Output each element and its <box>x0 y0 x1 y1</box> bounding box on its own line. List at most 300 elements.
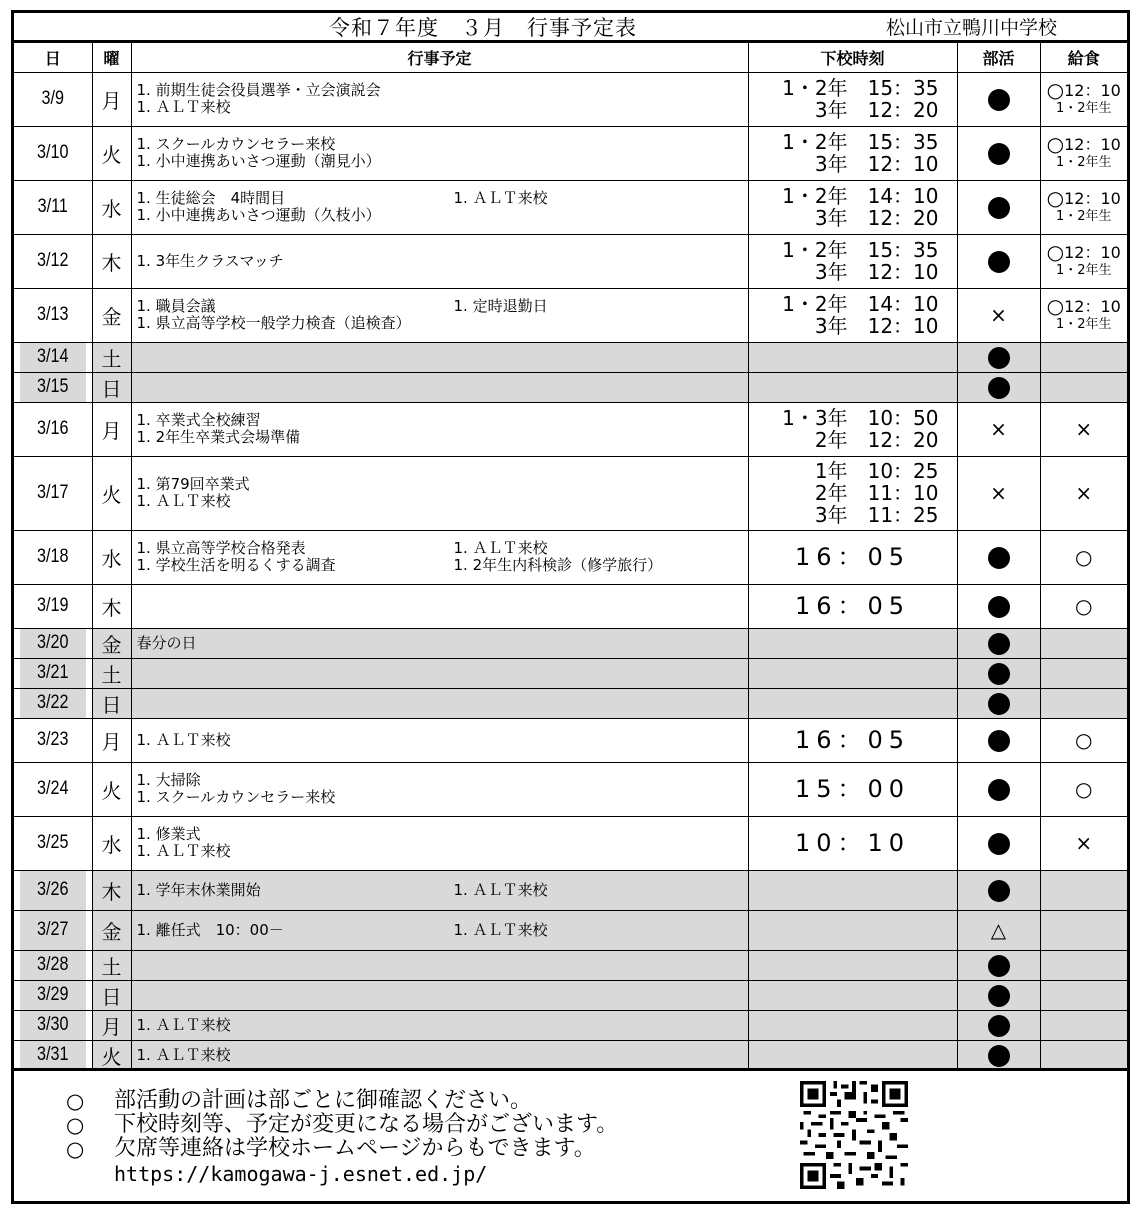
events-cell <box>131 234 748 288</box>
lunch-time-line <box>1041 77 1128 102</box>
event-line <box>137 429 748 446</box>
dismissal-time-cell <box>748 950 957 980</box>
lunch-cell <box>1040 456 1127 530</box>
filled-circle-icon <box>988 251 1010 273</box>
club-activity-cell <box>957 950 1040 980</box>
event-line <box>137 922 748 939</box>
events-cell <box>131 342 748 372</box>
dismissal-time-cell <box>748 402 957 456</box>
events-cell <box>131 910 748 950</box>
dismissal-time-cell <box>748 658 957 688</box>
dismissal-time-cell <box>748 530 957 584</box>
events-cell <box>131 1010 748 1040</box>
event-line <box>137 826 748 843</box>
dismissal-time-cell <box>748 126 957 180</box>
events-cell <box>131 718 748 762</box>
filled-circle-icon <box>988 1015 1010 1037</box>
event-line <box>137 1047 748 1064</box>
table-row <box>14 628 1127 658</box>
open-circle-icon: ○ <box>1046 185 1065 210</box>
table-row <box>14 1010 1127 1040</box>
lunch-cell <box>1040 584 1127 628</box>
events-cell <box>131 288 748 342</box>
lunch-time-line <box>1041 293 1128 318</box>
lunch-cell <box>1040 180 1127 234</box>
lunch-time: 12：10 <box>1064 134 1121 154</box>
dismissal-time: 3年 12：20 <box>814 98 939 122</box>
events-cell <box>131 950 748 980</box>
footer-notes <box>14 1068 1127 1201</box>
dismissal-time: 1・3年 10：50 <box>782 406 939 430</box>
note-item <box>66 1137 618 1161</box>
open-circle-icon: ○ <box>1046 239 1065 264</box>
event-item: 1. 離任式 10：00－ <box>136 920 284 939</box>
event-item: 1. 職員会議 <box>136 297 216 315</box>
table-row <box>14 372 1127 402</box>
table-row <box>14 234 1127 288</box>
filled-circle-icon <box>988 955 1010 977</box>
event-line <box>137 557 748 574</box>
dismissal-time-cell <box>748 980 957 1010</box>
cross-mark-icon: × <box>990 416 1007 441</box>
lunch-grade: 1・2年生 <box>1055 262 1112 278</box>
weekday-cell: 月 <box>92 72 131 126</box>
filled-circle-icon <box>988 596 1010 618</box>
filled-circle-icon <box>988 730 1010 752</box>
lunch-cell <box>1040 1010 1127 1040</box>
club-activity-cell <box>957 870 1040 910</box>
event-item: 1. 第79回卒業式 <box>136 475 250 493</box>
cross-mark-icon: × <box>1075 831 1093 855</box>
cross-mark-icon: × <box>990 480 1007 505</box>
dismissal-time-cell <box>748 762 957 816</box>
schedule-sheet <box>11 10 1130 1204</box>
weekday-cell: 火 <box>92 126 131 180</box>
events-cell <box>131 870 748 910</box>
filled-circle-icon <box>988 377 1010 399</box>
dismissal-time: 1年 10：25 <box>814 459 939 483</box>
dismissal-time: 16：05 <box>794 726 911 754</box>
event-line <box>137 412 748 429</box>
club-activity-cell <box>957 658 1040 688</box>
table-row <box>14 288 1127 342</box>
club-activity-cell <box>957 234 1040 288</box>
dismissal-time: 1・2年 15：35 <box>782 76 939 100</box>
event-line <box>137 882 748 899</box>
filled-circle-icon <box>988 89 1010 111</box>
dismissal-time: 3年 12：10 <box>814 314 939 338</box>
dismissal-time-cell <box>748 870 957 910</box>
event-line <box>137 732 748 749</box>
lunch-cell <box>1040 342 1127 372</box>
note-text: 欠席等連絡は学校ホームページからもできます。 <box>114 1136 596 1161</box>
club-activity-cell <box>957 372 1040 402</box>
weekday-cell: 水 <box>92 180 131 234</box>
lunch-grade: 1・2年生 <box>1055 154 1112 170</box>
dismissal-time: 15：00 <box>794 775 911 803</box>
weekday-cell: 土 <box>92 342 131 372</box>
table-row <box>14 402 1127 456</box>
events-cell <box>131 628 748 658</box>
events-cell <box>131 584 748 628</box>
column-header-date: 日 <box>14 43 92 72</box>
column-header-events: 行事予定 <box>131 43 748 72</box>
note-text: 部活動の計画は部ごとに御確認ください。 <box>114 1088 533 1113</box>
events-cell <box>131 402 748 456</box>
circle-bullet-icon: ○ <box>66 1113 85 1137</box>
dismissal-time: 1・2年 15：35 <box>782 130 939 154</box>
lunch-cell <box>1040 870 1127 910</box>
dismissal-time: 16：05 <box>794 592 911 620</box>
lunch-cell <box>1040 950 1127 980</box>
date-cell: 3/24 <box>20 762 86 816</box>
triangle-icon: △ <box>990 917 1007 942</box>
event-line <box>137 476 748 493</box>
filled-circle-icon <box>988 547 1010 569</box>
event-line <box>137 789 748 806</box>
lunch-cell <box>1040 530 1127 584</box>
table-row <box>14 126 1127 180</box>
table-row <box>14 718 1127 762</box>
dismissal-time-cell <box>748 816 957 870</box>
event-item: 1. 小中連携あいさつ運動（久枝小） <box>136 206 381 224</box>
filled-circle-icon <box>988 1045 1010 1067</box>
date-cell: 3/14 <box>20 342 86 372</box>
table-row <box>14 688 1127 718</box>
open-circle-icon: ○ <box>1046 131 1065 156</box>
events-cell <box>131 688 748 718</box>
events-cell <box>131 126 748 180</box>
table-row <box>14 1040 1127 1070</box>
lunch-time: 12：10 <box>1064 296 1121 316</box>
open-circle-icon: ○ <box>1075 545 1093 569</box>
event-item: 1. 2年生卒業式会場準備 <box>136 428 301 446</box>
club-activity-cell <box>957 342 1040 372</box>
note-item <box>66 1113 618 1137</box>
event-item: 1. スクールカウンセラー来校 <box>136 135 336 153</box>
lunch-time: 12：10 <box>1064 80 1121 100</box>
lunch-cell <box>1040 1040 1127 1070</box>
filled-circle-icon <box>988 143 1010 165</box>
lunch-cell <box>1040 288 1127 342</box>
lunch-cell <box>1040 658 1127 688</box>
lunch-cell <box>1040 72 1127 126</box>
event-line <box>137 190 748 207</box>
club-activity-cell <box>957 288 1040 342</box>
lunch-cell <box>1040 372 1127 402</box>
lunch-grade: 1・2年生 <box>1055 316 1112 332</box>
club-activity-cell <box>957 688 1040 718</box>
column-header-dow: 曜 <box>92 43 131 72</box>
events-cell <box>131 180 748 234</box>
club-activity-cell <box>957 718 1040 762</box>
event-item: 1. ＡＬＴ来校 <box>136 842 231 860</box>
table-row <box>14 530 1127 584</box>
column-header-club: 部活 <box>957 43 1040 72</box>
table-row <box>14 456 1127 530</box>
club-activity-cell <box>957 72 1040 126</box>
note-text: 下校時刻等、予定が変更になる場合がございます。 <box>114 1112 619 1137</box>
school-website-link[interactable]: https://kamogawa-j.esnet.ed.jp/ <box>114 1162 488 1186</box>
dismissal-time-cell <box>748 910 957 950</box>
date-cell: 3/23 <box>20 718 86 762</box>
date-cell: 3/29 <box>20 980 86 1010</box>
cross-mark-icon: × <box>1075 417 1093 441</box>
filled-circle-icon <box>988 985 1010 1007</box>
date-cell: 3/22 <box>20 688 86 718</box>
weekday-cell: 月 <box>92 1010 131 1040</box>
date-cell: 3/16 <box>20 402 86 456</box>
weekday-cell: 日 <box>92 372 131 402</box>
lunch-grade: 1・2年生 <box>1055 100 1112 116</box>
event-item: 1. 県立高等学校合格発表 <box>136 539 306 557</box>
lunch-cell <box>1040 688 1127 718</box>
event-item: 1. ＡＬＴ来校 <box>453 920 548 939</box>
dismissal-time-cell <box>748 372 957 402</box>
date-cell: 3/26 <box>20 870 86 910</box>
weekday-cell: 火 <box>92 762 131 816</box>
date-cell: 3/15 <box>20 372 86 402</box>
dismissal-time-cell <box>748 180 957 234</box>
event-line <box>137 493 748 510</box>
club-activity-cell <box>957 126 1040 180</box>
date-cell: 3/13 <box>20 288 86 342</box>
event-line <box>137 298 748 315</box>
date-cell: 3/17 <box>20 456 86 530</box>
filled-circle-icon <box>988 693 1010 715</box>
column-header-lunch: 給食 <box>1040 43 1127 72</box>
date-cell: 3/28 <box>20 950 86 980</box>
event-line <box>137 253 748 270</box>
cross-mark-icon: × <box>990 302 1007 327</box>
lunch-cell <box>1040 234 1127 288</box>
event-item: 1. 小中連携あいさつ運動（潮見小） <box>136 152 381 170</box>
lunch-cell <box>1040 910 1127 950</box>
dismissal-time: 3年 12：10 <box>814 152 939 176</box>
date-cell: 3/19 <box>20 584 86 628</box>
lunch-time: 12：10 <box>1064 188 1121 208</box>
table-row <box>14 762 1127 816</box>
filled-circle-icon <box>988 663 1010 685</box>
event-item: 1. 定時退勤日 <box>453 297 548 315</box>
weekday-cell: 金 <box>92 288 131 342</box>
weekday-cell: 水 <box>92 530 131 584</box>
event-item: 1. ＡＬＴ来校 <box>136 492 231 510</box>
weekday-cell: 月 <box>92 718 131 762</box>
table-row <box>14 584 1127 628</box>
event-item: 1. 学年末休業開始 <box>136 880 261 899</box>
date-cell: 3/27 <box>20 910 86 950</box>
date-cell: 3/21 <box>20 658 86 688</box>
filled-circle-icon <box>988 880 1010 902</box>
table-row <box>14 72 1127 126</box>
dismissal-time: 16：05 <box>794 543 911 571</box>
event-line <box>137 635 748 652</box>
date-cell: 3/9 <box>20 72 86 126</box>
dismissal-time-cell <box>748 628 957 658</box>
event-item: 1. 卒業式全校練習 <box>136 411 261 429</box>
club-activity-cell <box>957 762 1040 816</box>
event-line <box>137 540 748 557</box>
lunch-cell <box>1040 762 1127 816</box>
weekday-cell: 木 <box>92 234 131 288</box>
club-activity-cell <box>957 584 1040 628</box>
events-cell <box>131 530 748 584</box>
lunch-cell <box>1040 718 1127 762</box>
date-cell: 3/10 <box>20 126 86 180</box>
club-activity-cell <box>957 816 1040 870</box>
dismissal-time: 1・2年 14：10 <box>782 292 939 316</box>
event-line <box>137 207 748 224</box>
weekday-cell: 木 <box>92 870 131 910</box>
club-activity-cell <box>957 1040 1040 1070</box>
qr-code-icon[interactable] <box>800 1077 908 1193</box>
weekday-cell: 金 <box>92 628 131 658</box>
title-row <box>14 13 1127 43</box>
schedule-table <box>14 43 1127 1071</box>
event-item: 1. 前期生徒会役員選挙・立会演説会 <box>136 81 381 99</box>
dismissal-time-cell <box>748 1040 957 1070</box>
date-cell: 3/18 <box>20 530 86 584</box>
event-line <box>137 99 748 116</box>
weekday-cell: 火 <box>92 456 131 530</box>
column-header-dismissal: 下校時刻 <box>748 43 957 72</box>
events-cell <box>131 816 748 870</box>
weekday-cell: 土 <box>92 658 131 688</box>
table-row <box>14 342 1127 372</box>
event-item: 1. ＡＬＴ来校 <box>136 1045 231 1064</box>
event-item: 春分の日 <box>136 633 197 652</box>
table-row <box>14 910 1127 950</box>
club-activity-cell <box>957 910 1040 950</box>
note-item <box>66 1089 618 1113</box>
dismissal-time: 3年 11：25 <box>814 503 939 527</box>
filled-circle-icon <box>988 779 1010 801</box>
lunch-grade: 1・2年生 <box>1055 208 1112 224</box>
club-activity-cell <box>957 530 1040 584</box>
event-line <box>137 1017 748 1034</box>
event-item: 1. ＡＬＴ来校 <box>136 730 231 749</box>
filled-circle-icon <box>988 347 1010 369</box>
lunch-cell <box>1040 628 1127 658</box>
dismissal-time: 1・2年 14：10 <box>782 184 939 208</box>
filled-circle-icon <box>988 633 1010 655</box>
lunch-time: 12：10 <box>1064 242 1121 262</box>
event-line <box>137 772 748 789</box>
lunch-time-line <box>1041 239 1128 264</box>
weekday-cell: 水 <box>92 816 131 870</box>
events-cell <box>131 1040 748 1070</box>
date-cell: 3/31 <box>20 1040 86 1070</box>
club-activity-cell <box>957 628 1040 658</box>
schedule-body <box>14 72 1127 1070</box>
table-row <box>14 980 1127 1010</box>
club-activity-cell <box>957 980 1040 1010</box>
dismissal-time-cell <box>748 288 957 342</box>
event-line <box>137 153 748 170</box>
dismissal-time-cell <box>748 1010 957 1040</box>
events-cell <box>131 980 748 1010</box>
table-header-row <box>14 43 1127 72</box>
weekday-cell: 日 <box>92 688 131 718</box>
open-circle-icon: ○ <box>1075 728 1093 752</box>
cross-mark-icon: × <box>1075 481 1093 505</box>
table-row <box>14 658 1127 688</box>
event-line <box>137 82 748 99</box>
event-item: 1. 3年生クラスマッチ <box>136 251 284 270</box>
filled-circle-icon <box>988 833 1010 855</box>
event-line <box>137 315 748 332</box>
event-item: 1. 生徒総会 4時間目 <box>136 189 286 207</box>
weekday-cell: 火 <box>92 1040 131 1070</box>
weekday-cell: 金 <box>92 910 131 950</box>
event-line <box>137 843 748 860</box>
dismissal-time-cell <box>748 688 957 718</box>
dismissal-time-cell <box>748 456 957 530</box>
open-circle-icon: ○ <box>1075 777 1093 801</box>
open-circle-icon: ○ <box>1046 293 1065 318</box>
weekday-cell: 月 <box>92 402 131 456</box>
dismissal-time-cell <box>748 234 957 288</box>
date-cell: 3/12 <box>20 234 86 288</box>
event-item: 1. ＡＬＴ来校 <box>453 880 548 899</box>
lunch-cell <box>1040 816 1127 870</box>
dismissal-time: 3年 12：10 <box>814 260 939 284</box>
dismissal-time: 2年 11：10 <box>814 481 939 505</box>
lunch-time-line <box>1041 131 1128 156</box>
events-cell <box>131 762 748 816</box>
club-activity-cell <box>957 402 1040 456</box>
table-row <box>14 870 1127 910</box>
club-activity-cell <box>957 456 1040 530</box>
dismissal-time-cell <box>748 72 957 126</box>
open-circle-icon: ○ <box>1046 77 1065 102</box>
dismissal-time: 1・2年 15：35 <box>782 238 939 262</box>
club-activity-cell <box>957 180 1040 234</box>
event-item: 1. スクールカウンセラー来校 <box>136 788 336 806</box>
event-item: 1. 大掃除 <box>136 771 201 789</box>
filled-circle-icon <box>988 197 1010 219</box>
events-cell <box>131 372 748 402</box>
weekday-cell: 木 <box>92 584 131 628</box>
school-name: 松山市立鴨川中学校 <box>885 17 1057 39</box>
event-item: 1. 2年生内科検診（修学旅行） <box>453 556 663 574</box>
events-cell <box>131 72 748 126</box>
event-item: 1. ＡＬＴ来校 <box>453 539 548 557</box>
lunch-cell <box>1040 402 1127 456</box>
dismissal-time: 10：10 <box>794 829 911 857</box>
event-line <box>137 136 748 153</box>
dismissal-time-cell <box>748 342 957 372</box>
club-activity-cell <box>957 1010 1040 1040</box>
weekday-cell: 日 <box>92 980 131 1010</box>
date-cell: 3/25 <box>20 816 86 870</box>
date-cell: 3/20 <box>20 628 86 658</box>
dismissal-time-cell <box>748 718 957 762</box>
circle-bullet-icon: ○ <box>66 1089 85 1113</box>
weekday-cell: 土 <box>92 950 131 980</box>
table-row <box>14 180 1127 234</box>
lunch-time-line <box>1041 185 1128 210</box>
dismissal-time-cell <box>748 584 957 628</box>
event-item: 1. 学校生活を明るくする調査 <box>136 556 336 574</box>
events-cell <box>131 658 748 688</box>
open-circle-icon: ○ <box>1075 594 1093 618</box>
event-item: 1. 修業式 <box>136 825 201 843</box>
lunch-cell <box>1040 980 1127 1010</box>
date-cell: 3/30 <box>20 1010 86 1040</box>
event-item: 1. ＡＬＴ来校 <box>453 189 548 207</box>
